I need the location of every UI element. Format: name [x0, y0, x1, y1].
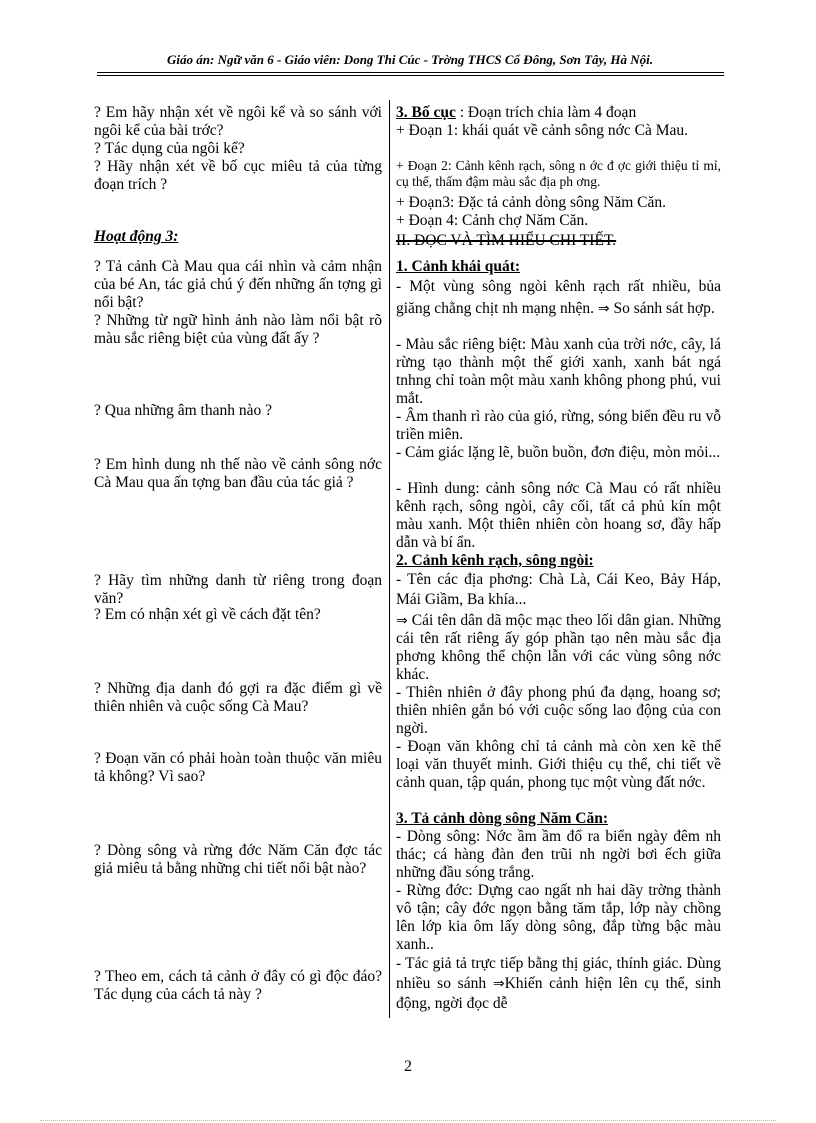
question-structure: ? Hãy nhận xét về bố cục miêu tả của từng đoạn trích ?	[94, 158, 382, 193]
question-proper-nouns: ? Hãy tìm những danh từ riêng trong đoạn văn?	[94, 572, 382, 607]
part-3: + Đoạn3: Đặc tả cảnh dòng sông Năm Căn.	[396, 194, 667, 211]
question-sounds: ? Qua những âm thanh nào ?	[94, 402, 272, 419]
column-divider	[389, 100, 390, 1018]
arrow-icon: ⇒	[492, 976, 505, 992]
question-impression: ? Tả cảnh Cà Mau qua cái nhìn và cảm nhận của bé An, tác giả chú ý đến những ấn tợng gì nổi bật?	[94, 258, 382, 311]
question-imagine: ? Em hình dung nh thế nào về cảnh sông nớc Cà Mau qua ấn tợng ban đầu của tác giả ?	[94, 456, 382, 491]
arrow-icon: ⇒	[396, 613, 408, 629]
section-2-heading: II. ĐỌC VÀ TÌM HIỂU CHI TIẾT.	[396, 232, 617, 249]
canals-heading: 2. Cảnh kênh rạch, sông ngòi:	[396, 552, 594, 569]
canals-nature: - Thiên nhiên ở đây phong phú đa dạng, hoang sơ; thiên nhiên gắn bó với cuộc sống lao động của con ngời.	[396, 684, 721, 737]
question-river-forest: ? Dòng sông và rừng đớc Năm Căn đợc tác giả miêu tả bằng những chi tiết nổi bật nào?	[94, 842, 382, 877]
question-narrator-effect: ? Tác dụng của ngôi kể?	[94, 140, 245, 157]
river-forest: - Rừng đớc: Dựng cao ngất nh hai dãy trờng thành vô tận; cây đớc ngọn bằng tăm tắp, lớp này chồng lên lớp kia ôm lấy dòng sông, đắp từng bậc màu xanh..	[396, 882, 721, 953]
river-technique: - Tác giả tả trực tiếp bằng thị giác, thính giác. Dùng nhiều so sánh ⇒Khiến cảnh hiện lên cụ thể, sinh động, ngời đọc dễ	[396, 955, 721, 1012]
page-number: 2	[404, 1058, 412, 1075]
overview-sounds: - Âm thanh rì rào của gió, rừng, sóng biển đều ru vỗ triền miên.	[396, 408, 721, 443]
overview-feeling: - Cảm giác lặng lẽ, buồn buồn, đơn điệu, mòn mỏi...	[396, 444, 721, 461]
part-1: + Đoạn 1: khái quát về cảnh sông nớc Cà Mau.	[396, 122, 688, 139]
question-naming: ? Em có nhận xét gì về cách đặt tên?	[94, 606, 321, 623]
page-header: Giáo án: Ngữ văn 6 - Giáo viên: Dong Thi Cúc - Trờng THCS Cổ Đông, Sơn Tây, Hà Nội.	[167, 52, 653, 67]
part-2: + Đoạn 2: Cảnh kênh rạch, sông n ớc đ ợc giới thiệu tỉ mỉ, cụ thể, thấm đậm màu sắc địa ph ơng.	[396, 158, 721, 189]
question-text-type: ? Đoạn văn có phải hoàn toàn thuộc văn miêu tả không? Vì sao?	[94, 750, 382, 785]
part-4: + Đoạn 4: Cảnh chợ Năm Căn.	[396, 212, 589, 229]
canals-names: - Tên các địa phơng: Chà Là, Cái Keo, Bảy Háp, Mái Giầm, Ba khía...	[396, 571, 721, 608]
overview-colors: - Màu sắc riêng biệt: Màu xanh của trời nớc, cây, lá rừng tạo thành một thế giới xanh, xanh bát ngá tnhng chỉ toàn một màu xanh không phong phú, vui mắt.	[396, 336, 721, 407]
page-bottom-rule	[40, 1120, 776, 1121]
question-colors: ? Những từ ngữ hình ảnh nào làm nổi bật rõ màu sắc riêng biệt của vùng đất ấy ?	[94, 312, 382, 347]
river-water: - Dòng sông: Nớc ầm ầm đổ ra biển ngày đêm nh thác; cá hàng đàn đen trũi nh ngời bơi ếch giữa những đầu sóng trắng.	[396, 828, 721, 881]
overview-imagine: - Hình dung: cảnh sông nớc Cà Mau có rất nhiều kênh rạch, sông ngòi, cây cối, tất cả phủ kín một màu xanh. Một thiên nhiên còn hoang sơ, đầy hấp dẫn và bí ẩn.	[396, 480, 721, 551]
header-rule	[97, 72, 724, 73]
structure-heading: 3. Bố cục : Đoạn trích chia làm 4 đoạn	[396, 104, 637, 121]
activity-heading: Hoạt động 3:	[94, 228, 179, 245]
overview-heading: 1. Cảnh khái quát:	[396, 258, 521, 275]
header-rule-2	[97, 75, 724, 76]
arrow-icon: ⇒	[597, 301, 610, 317]
question-place-names: ? Những địa danh đó gợi ra đặc điểm gì về thiên nhiên và cuộc sống Cà Mau?	[94, 680, 382, 715]
canals-text-type: - Đoạn văn không chỉ tả cảnh mà còn xen kẽ thể loại văn thuyết minh. Giới thiệu cụ thể, chi tiết về cảnh quan, tập quán, phong tục một vùng đất nớc.	[396, 738, 721, 791]
question-style: ? Theo em, cách tả cảnh ở đây có gì độc đáo? Tác dụng của cách tả này ?	[94, 968, 382, 1003]
overview-rivers: - Một vùng sông ngòi kênh rạch rất nhiều, bủa giăng chằng chịt nh mạng nhện. ⇒ So sánh sát hợp.	[396, 278, 721, 317]
river-heading: 3. Tả cảnh dòng sông Năm Căn:	[396, 810, 609, 827]
question-narrator: ? Em hãy nhận xét về ngôi kể và so sánh với ngôi kể của bài trớc?	[94, 104, 382, 139]
canals-naming: ⇒ Cái tên dân dã mộc mạc theo lối dân gian. Những cái tên rất riêng ấy góp phần tạo nên màu sắc địa phơng không thể chộn lẫn với các vùng sông nớc khác.	[396, 612, 721, 683]
